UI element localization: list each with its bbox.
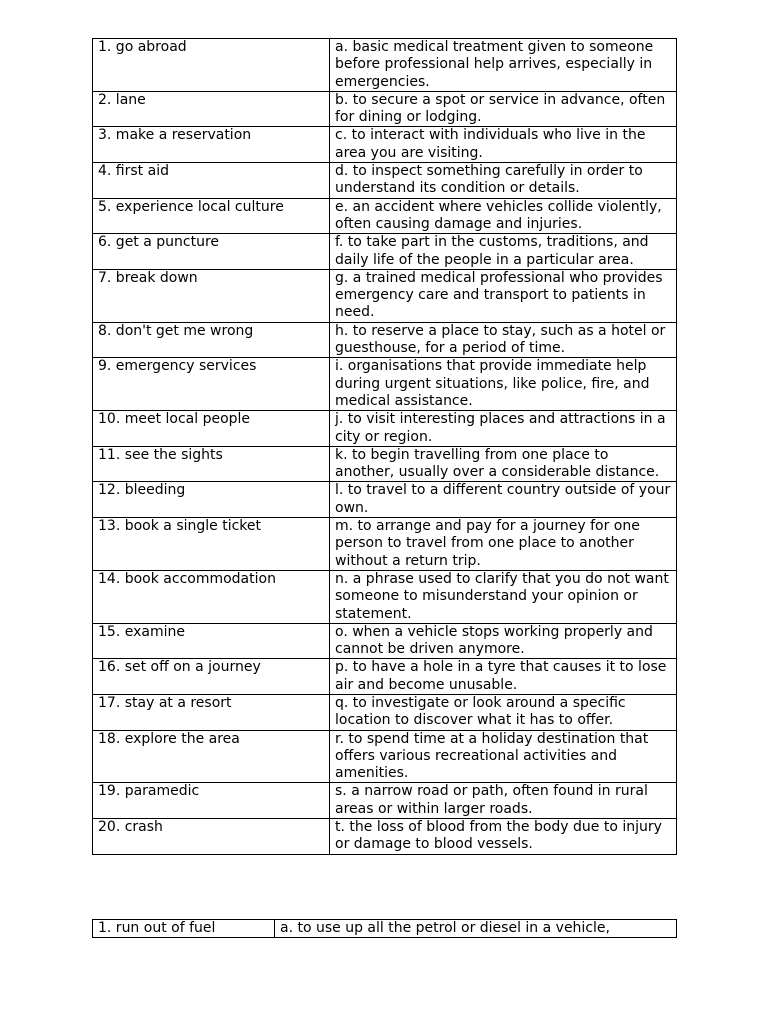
table-row (93, 322, 677, 358)
term-cell: 9. emergency services (93, 358, 330, 411)
table-row (93, 234, 677, 270)
term-cell: 4. first aid (93, 163, 330, 199)
definition-cell: d. to inspect something carefully in order to understand its condition or details. (330, 163, 677, 199)
term-cell: 2. lane (93, 91, 330, 127)
term-cell: 10. meet local people (93, 411, 330, 447)
term-cell: 11. see the sights (93, 446, 330, 482)
definition-cell: l. to travel to a different country outside of your own. (330, 482, 677, 518)
table-row (93, 39, 677, 92)
definition-cell: r. to spend time at a holiday destination that offers various recreational activities and amenities. (330, 730, 677, 783)
definition-cell: o. when a vehicle stops working properly and cannot be driven anymore. (330, 623, 677, 659)
table-row (93, 819, 677, 855)
table-row (93, 783, 677, 819)
table-row (93, 623, 677, 659)
table-row (93, 518, 677, 571)
table-row (93, 446, 677, 482)
table-row (93, 694, 677, 730)
definition-cell: p. to have a hole in a tyre that causes it to lose air and become unusable. (330, 659, 677, 695)
definition-cell: e. an accident where vehicles collide violently, often causing damage and injuries. (330, 198, 677, 234)
table-row (93, 91, 677, 127)
definition-cell: q. to investigate or look around a specific location to discover what it has to offer. (330, 694, 677, 730)
table-row (93, 198, 677, 234)
term-cell: 20. crash (93, 819, 330, 855)
term-cell: 14. book accommodation (93, 570, 330, 623)
table-row (93, 411, 677, 447)
table-row (93, 163, 677, 199)
term-cell: 16. set off on a journey (93, 659, 330, 695)
second-table-body (93, 920, 677, 938)
term-cell: 7. break down (93, 269, 330, 322)
definition-cell: s. a narrow road or path, often found in rural areas or within larger roads. (330, 783, 677, 819)
term-cell: 12. bleeding (93, 482, 330, 518)
definition-cell: j. to visit interesting places and attractions in a city or region. (330, 411, 677, 447)
term-cell: 1. go abroad (93, 39, 330, 92)
table-row (93, 730, 677, 783)
second-vocabulary-table (92, 919, 677, 938)
table-row (93, 269, 677, 322)
term-cell: 5. experience local culture (93, 198, 330, 234)
term-cell: 15. examine (93, 623, 330, 659)
definition-cell: t. the loss of blood from the body due to injury or damage to blood vessels. (330, 819, 677, 855)
table-row (93, 659, 677, 695)
term-cell: 3. make a reservation (93, 127, 330, 163)
vocabulary-table-body (93, 39, 677, 855)
definition-cell: n. a phrase used to clarify that you do not want someone to misunderstand your opinion or statement. (330, 570, 677, 623)
definition-cell: b. to secure a spot or service in advance, often for dining or lodging. (330, 91, 677, 127)
term-cell: 18. explore the area (93, 730, 330, 783)
term-cell: 17. stay at a resort (93, 694, 330, 730)
table-row (93, 920, 677, 938)
definition-cell: c. to interact with individuals who live in the area you are visiting. (330, 127, 677, 163)
table-row (93, 570, 677, 623)
term-cell: 19. paramedic (93, 783, 330, 819)
definition-cell: k. to begin travelling from one place to another, usually over a considerable distance. (330, 446, 677, 482)
definition-cell: m. to arrange and pay for a journey for one person to travel from one place to another without a return trip. (330, 518, 677, 571)
vocabulary-matching-table (92, 38, 677, 855)
definition-cell: i. organisations that provide immediate help during urgent situations, like police, fire, and medical assistance. (330, 358, 677, 411)
table-row (93, 358, 677, 411)
term-cell: 1. run out of fuel (93, 920, 275, 938)
table-row (93, 482, 677, 518)
definition-cell: a. basic medical treatment given to someone before professional help arrives, especially in emergencies. (330, 39, 677, 92)
term-cell: 13. book a single ticket (93, 518, 330, 571)
table-row (93, 127, 677, 163)
definition-cell: h. to reserve a place to stay, such as a hotel or guesthouse, for a period of time. (330, 322, 677, 358)
definition-cell: f. to take part in the customs, traditions, and daily life of the people in a particular area. (330, 234, 677, 270)
term-cell: 8. don't get me wrong (93, 322, 330, 358)
definition-cell: g. a trained medical professional who provides emergency care and transport to patients in need. (330, 269, 677, 322)
definition-cell: a. to use up all the petrol or diesel in a vehicle, (275, 920, 677, 938)
term-cell: 6. get a puncture (93, 234, 330, 270)
